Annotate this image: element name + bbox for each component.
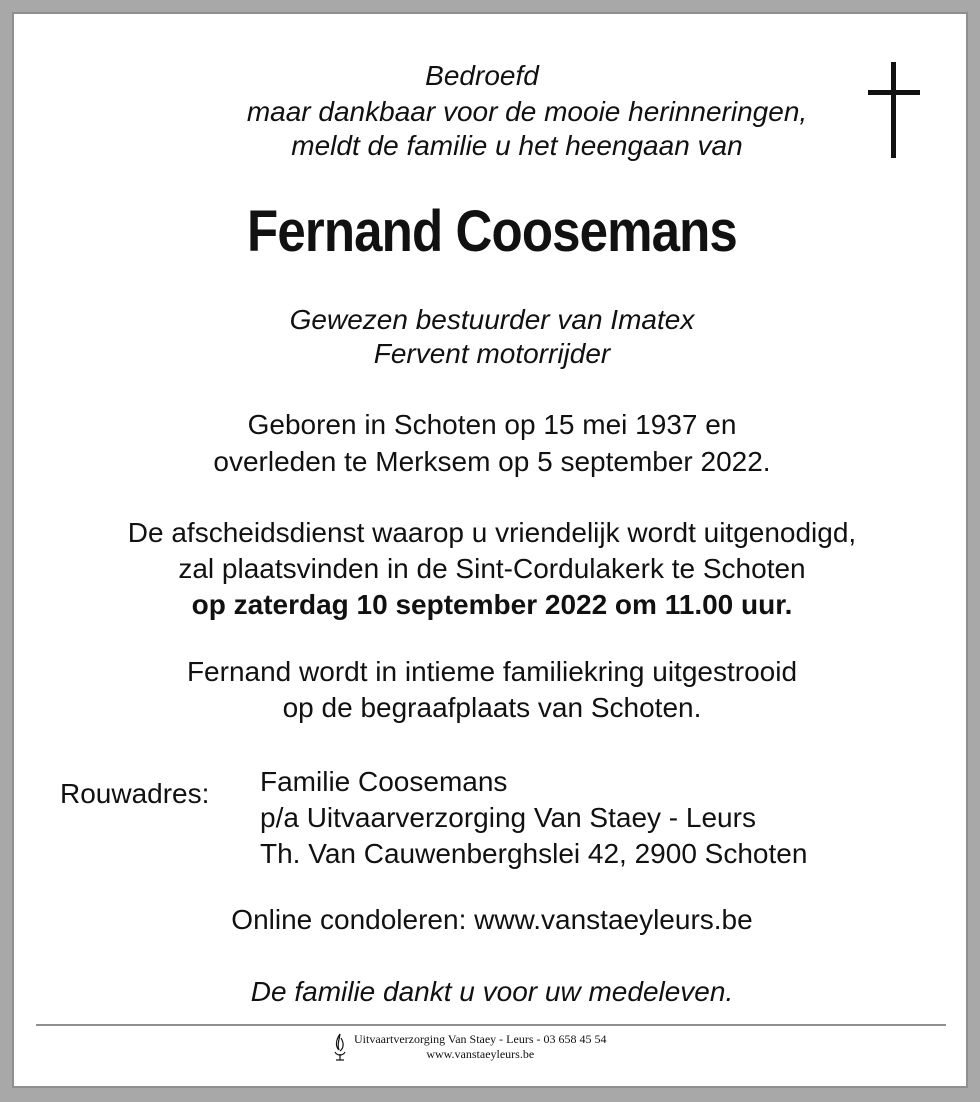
footer-line-1: Uitvaartverzorging Van Staey - Leurs - 03 658 45 54 xyxy=(354,1032,607,1046)
obituary-card xyxy=(12,12,968,1088)
service-line-2: zal plaatsvinden in de Sint-Cordulakerk te Schoten xyxy=(178,553,806,584)
death-line: overleden te Merksem op 5 september 2022. xyxy=(213,446,771,477)
cross-icon xyxy=(864,62,924,162)
intro-line-1: Bedroefd xyxy=(425,60,539,91)
address-line-2: p/a Uitvaarverzorging Van Staey - Leurs xyxy=(260,802,756,833)
address-label: Rouwadres: xyxy=(60,778,210,809)
birth-line: Geboren in Schoten op 15 mei 1937 en xyxy=(247,409,737,440)
footer-website: www.vanstaeyleurs.be xyxy=(426,1047,535,1061)
burial-line-2: op de begraafplaats van Schoten. xyxy=(282,692,702,723)
intro-line-3: meldt de familie u het heengaan van xyxy=(291,130,743,161)
burial-line-1: Fernand wordt in intieme familiekring uitgestrooid xyxy=(186,656,798,687)
footer-text xyxy=(354,1032,607,1062)
deceased-name: Fernand Coosemans xyxy=(247,199,737,264)
address-line-1: Familie Coosemans xyxy=(260,766,508,797)
intro-line-2: maar dankbaar voor de mooie herinneringen, xyxy=(246,96,808,127)
candle-flame-logo-icon xyxy=(332,1032,348,1062)
address-line-3: Th. Van Cauwenberghslei 42, 2900 Schoten xyxy=(260,838,808,869)
online-condolence: Online condoleren: www.vanstaeyleurs.be xyxy=(231,904,753,935)
divider xyxy=(36,1024,946,1026)
service-line-1: De afscheidsdienst waarop u vriendelijk wordt uitgenodigd, xyxy=(127,517,857,548)
role-line-2: Fervent motorrijder xyxy=(373,338,611,369)
footer xyxy=(332,1032,607,1062)
thanks-line: De familie dankt u voor uw medeleven. xyxy=(250,976,734,1007)
role-line-1: Gewezen bestuurder van Imatex xyxy=(289,304,695,335)
service-date-line: op zaterdag 10 september 2022 om 11.00 uur. xyxy=(191,589,793,620)
